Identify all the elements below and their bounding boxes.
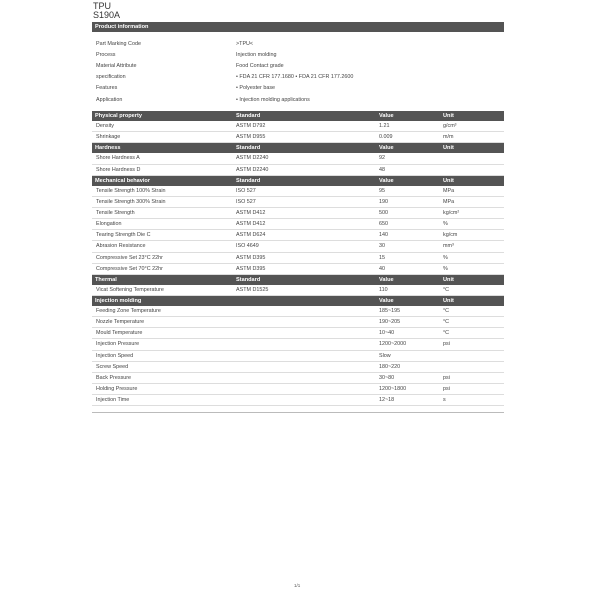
property-name: Shrinkage xyxy=(96,134,121,141)
product-info-row xyxy=(92,38,504,49)
table-row xyxy=(92,230,504,241)
product-info-row xyxy=(92,60,504,71)
property-standard: ASTM D2240 xyxy=(236,166,269,173)
property-value: 180~220 xyxy=(379,363,401,370)
section-title: Mechanical behavior xyxy=(95,177,151,184)
unit-header: Unit xyxy=(443,276,454,283)
product-info-value: • FDA 21 CFR 177.1680 • FDA 21 CFR 177.2600 xyxy=(236,74,354,81)
property-unit: °C xyxy=(443,308,450,315)
standard-header: Standard xyxy=(236,113,261,120)
property-sections xyxy=(92,111,504,406)
property-value: 190 xyxy=(379,198,388,205)
product-info-row xyxy=(92,72,504,83)
property-value: 1200~1800 xyxy=(379,386,407,392)
table-row xyxy=(92,153,504,164)
property-name: Injection Speed xyxy=(96,352,134,359)
property-unit: % xyxy=(443,254,448,261)
standard-header: Standard xyxy=(236,145,261,152)
property-name: Tensile Strength 300% Strain xyxy=(96,198,166,205)
property-value: 30 xyxy=(379,243,385,250)
property-name: Compressive Set 23°C 22hr xyxy=(96,254,163,261)
value-header: Value xyxy=(379,145,394,152)
table-row xyxy=(92,285,504,296)
property-unit: s xyxy=(443,397,446,404)
table-row xyxy=(92,241,504,252)
property-name: Tearing Strength Die C xyxy=(96,232,151,239)
product-info-header xyxy=(92,22,504,32)
property-value: 40 xyxy=(379,265,385,272)
property-standard: ASTM D412 xyxy=(236,221,266,228)
property-standard: ASTM D1525 xyxy=(236,286,269,293)
table-row xyxy=(92,317,504,328)
property-name: Screw Speed xyxy=(96,363,129,370)
property-value: 0.009 xyxy=(379,134,393,141)
property-value: 650 xyxy=(379,221,388,228)
property-unit: MPa xyxy=(443,187,455,194)
product-info-value: Food Contact grade xyxy=(236,62,284,69)
section-header xyxy=(92,143,504,153)
unit-header: Unit xyxy=(443,177,454,184)
value-header: Value xyxy=(379,297,394,304)
product-info-value: • Polyester base xyxy=(236,85,276,92)
product-info-label: Part Marking Code xyxy=(96,40,141,47)
property-name: Mould Temperature xyxy=(96,330,143,337)
section-title: Thermal xyxy=(95,276,117,283)
property-standard: ASTM D2240 xyxy=(236,155,269,162)
property-value: 30~80 xyxy=(379,374,395,381)
property-unit: psi xyxy=(443,386,450,392)
table-row xyxy=(92,328,504,339)
table-row xyxy=(92,253,504,264)
table-row xyxy=(92,121,504,132)
property-name: Vicat Softening Temperature xyxy=(96,286,164,293)
unit-header: Unit xyxy=(443,113,454,120)
property-name: Density xyxy=(96,123,114,130)
property-name: Back Pressure xyxy=(96,374,132,381)
property-unit: MPa xyxy=(443,198,455,205)
property-value: 10~40 xyxy=(379,330,395,337)
property-value: 185~195 xyxy=(379,308,401,315)
property-name: Shore Hardness A xyxy=(96,155,140,162)
property-value: 190~205 xyxy=(379,319,401,326)
property-name: Nozzle Temperature xyxy=(96,319,145,326)
section-title: Hardness xyxy=(95,145,121,152)
property-standard: ASTM D395 xyxy=(236,254,266,261)
property-name: Shore Hardness D xyxy=(96,166,141,173)
product-info-value: Injection molding xyxy=(236,51,277,58)
property-name: Injection Time xyxy=(96,397,130,404)
table-row xyxy=(92,208,504,219)
table-row xyxy=(92,132,504,143)
property-value: 1.21 xyxy=(379,123,390,130)
table-end-line xyxy=(92,406,504,413)
property-value: 140 xyxy=(379,232,388,239)
property-name: Compressive Set 70°C 22hr xyxy=(96,265,163,272)
doc-subtitle: S190A xyxy=(93,10,121,20)
product-info-row xyxy=(92,94,504,105)
property-name: Injection Pressure xyxy=(96,341,140,348)
property-standard: ASTM D792 xyxy=(236,123,266,130)
value-header: Value xyxy=(379,276,394,283)
property-unit: psi xyxy=(443,341,450,348)
table-row xyxy=(92,306,504,317)
product-info-title: Product information xyxy=(95,24,149,30)
doc-title: TPU xyxy=(93,1,111,11)
table-row xyxy=(92,373,504,384)
table-row xyxy=(92,197,504,208)
section-header xyxy=(92,176,504,186)
property-name: Abrasion Resistance xyxy=(96,243,146,250)
product-info-value: >TPU< xyxy=(236,40,254,47)
product-info-row xyxy=(92,49,504,60)
section-title: Physical property xyxy=(95,113,142,120)
property-unit: m/m xyxy=(443,134,454,141)
table-row xyxy=(92,351,504,362)
product-info-label: Features xyxy=(96,85,118,92)
product-info-table xyxy=(92,38,504,105)
property-value: 95 xyxy=(379,187,385,194)
property-standard: ASTM D412 xyxy=(236,210,266,217)
property-standard: ISO 527 xyxy=(236,198,256,205)
property-name: Tensile Strength xyxy=(96,210,135,217)
property-value: 110 xyxy=(379,286,388,293)
property-unit: % xyxy=(443,221,448,228)
property-unit: mm³ xyxy=(443,243,454,250)
section-header xyxy=(92,296,504,306)
property-unit: psi xyxy=(443,374,450,381)
unit-header: Unit xyxy=(443,297,454,304)
table-row xyxy=(92,186,504,197)
table-row xyxy=(92,165,504,176)
property-value: 12~18 xyxy=(379,397,395,404)
table-row xyxy=(92,219,504,230)
standard-header: Standard xyxy=(236,177,261,184)
property-unit: kg/cm² xyxy=(443,210,460,217)
property-standard: ISO 4649 xyxy=(236,243,259,250)
section-header xyxy=(92,275,504,285)
property-unit: g/cm³ xyxy=(443,123,457,130)
product-info-value: • Injection molding applications xyxy=(236,96,310,103)
standard-header: Standard xyxy=(236,276,261,283)
property-value: 92 xyxy=(379,155,385,162)
property-standard: ASTM D955 xyxy=(236,134,266,141)
table-row xyxy=(92,395,504,406)
product-info-label: Process xyxy=(96,51,116,58)
page-number: 1/1 xyxy=(294,583,301,588)
value-header: Value xyxy=(379,177,394,184)
product-info-label: Application xyxy=(96,96,123,103)
section-header xyxy=(92,111,504,121)
table-row xyxy=(92,264,504,275)
property-unit: kg/cm xyxy=(443,232,458,239)
property-value: 1200~2000 xyxy=(379,341,407,348)
property-name: Holding Pressure xyxy=(96,386,138,392)
property-value: 15 xyxy=(379,254,385,261)
value-header: Value xyxy=(379,113,394,120)
table-row xyxy=(92,384,504,395)
product-info-row xyxy=(92,83,504,94)
property-unit: °C xyxy=(443,319,450,326)
property-value: Slow xyxy=(379,352,391,359)
property-value: 48 xyxy=(379,166,385,173)
property-standard: ASTM D395 xyxy=(236,265,266,272)
property-unit: % xyxy=(443,265,448,272)
table-row xyxy=(92,339,504,350)
table-row xyxy=(92,362,504,373)
product-info-label: specification xyxy=(96,74,126,81)
property-unit: °C xyxy=(443,286,450,293)
property-unit: °C xyxy=(443,330,450,337)
property-standard: ISO 527 xyxy=(236,187,256,194)
product-info-label: Material Attribute xyxy=(96,62,137,69)
section-title: Injection molding xyxy=(95,297,142,304)
property-name: Feeding Zone Temperature xyxy=(96,308,161,315)
datasheet xyxy=(92,22,504,413)
property-name: Tensile Strength 100% Strain xyxy=(96,187,166,194)
property-standard: ASTM D624 xyxy=(236,232,266,239)
property-value: 500 xyxy=(379,210,388,217)
property-name: Elongation xyxy=(96,221,122,228)
unit-header: Unit xyxy=(443,145,454,152)
